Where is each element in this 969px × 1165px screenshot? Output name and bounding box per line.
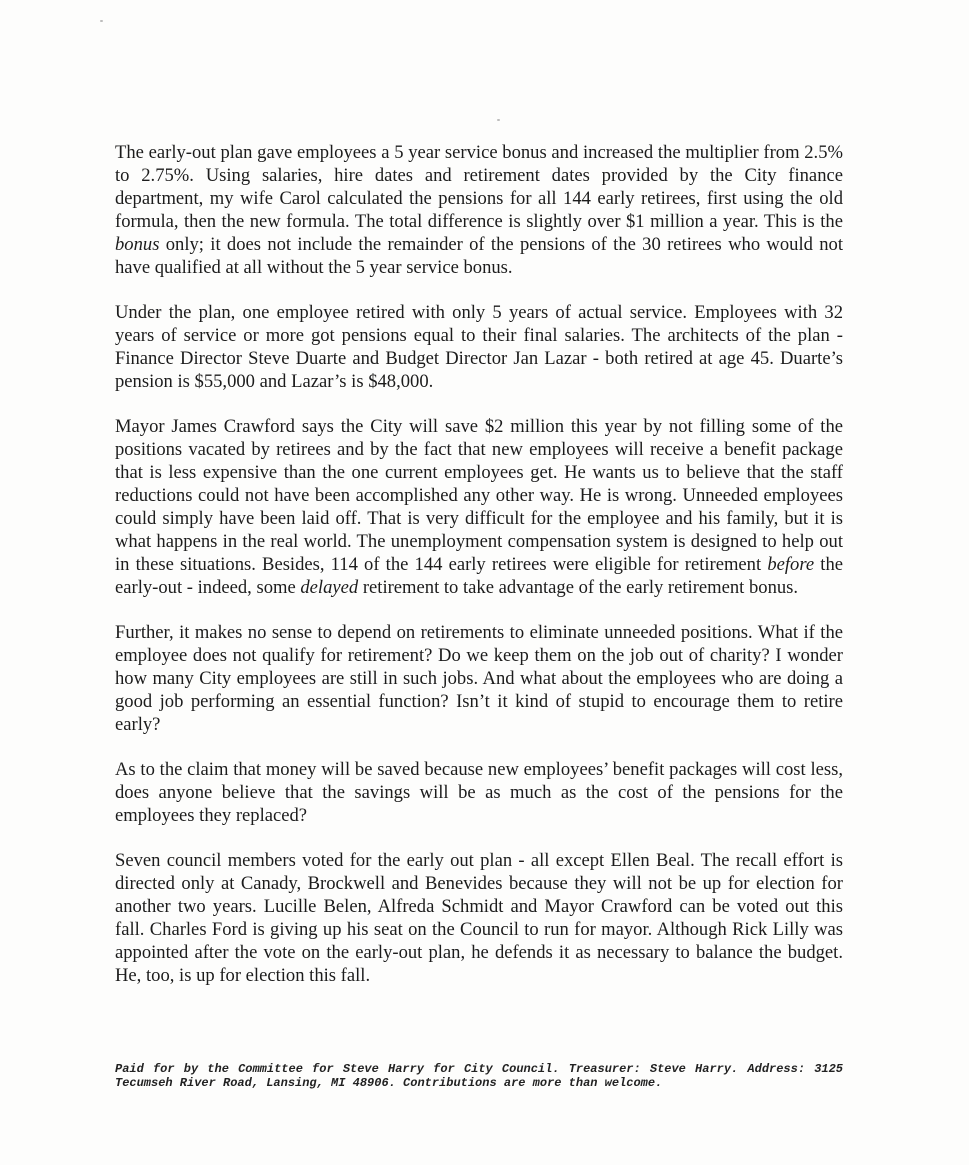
paragraph-text: Further, it makes no sense to depend on retirements to eliminate unneeded positions. What if the employee does not qualify for retirement? Do we keep them on the job out of charity? I wonder how many City employees are still in such jobs. And what about the employees who are doing a good job performing an essential function? Isn’t it kind of stupid to encourage them to retire early? — [115, 622, 843, 735]
paragraph-1 — [115, 141, 843, 279]
paragraph-text: only; it does not include the remainder of the pensions of the 30 retirees who would not have qualified at all without the 5 year service bonus. — [115, 234, 843, 278]
paragraph-2 — [115, 301, 843, 393]
paragraph-6 — [115, 849, 843, 987]
paragraph-text: The early-out plan gave employees a 5 year service bonus and increased the multiplier from 2.5% to 2.75%. Using salaries, hire dates and retirement dates provided by the City finance department, my wife Carol calculated the pensions for all 144 early retirees, first using the old formula, then the new formula. The total difference is slightly over $1 million a year. This is the — [115, 142, 843, 232]
paragraph-text: Under the plan, one employee retired with only 5 years of actual service. Employees with 32 years of service or more got pensions equal to their final salaries. The architects of the plan - Finance Director Steve Duarte and Budget Director Jan Lazar - both retired at age 45. Duarte’s pension is $55,000 and Lazar’s is $48,000. — [115, 302, 843, 392]
emphasis-text: delayed — [300, 577, 359, 598]
paragraph-text: retirement to take advantage of the early retirement bonus. — [358, 577, 799, 598]
paragraph-text: As to the claim that money will be saved because new employees’ benefit packages will cost less, does anyone believe that the savings will be as much as the cost of the pensions for the employees they replaced? — [115, 759, 843, 826]
paragraph-text: the early-out - indeed, some — [115, 554, 843, 598]
emphasis-text: bonus — [115, 234, 160, 255]
scan-speck — [100, 20, 103, 22]
emphasis-text: before — [767, 554, 815, 575]
scan-speck — [497, 119, 500, 121]
paragraph-3 — [115, 415, 843, 599]
paid-for-by-disclaimer: Paid for by the Committee for Steve Harry for City Council. Treasurer: Steve Harry. Address: 3125 Tecumseh River Road, Lansing, MI 48906. Contributions are more than welcome. — [115, 1062, 843, 1090]
paragraph-text: Mayor James Crawford says the City will save $2 million this year by not filling some of the positions vacated by retirees and by the fact that new employees will receive a benefit package that is less expensive than the one current employees get. He wants us to believe that the staff reductions could not have been accomplished any other way. He is wrong. Unneeded employees could simply have been laid off. That is very difficult for the employee and his family, but it is what happens in the real world. The unemployment compensation system is designed to help out in these situations. Besides, 114 of the 144 early retirees were eligible for retirement — [115, 416, 843, 575]
paragraph-4 — [115, 621, 843, 736]
paragraph-5 — [115, 758, 843, 827]
paragraph-text: Seven council members voted for the early out plan - all except Ellen Beal. The recall effort is directed only at Canady, Brockwell and Benevides because they will not be up for election for another two years. Lucille Belen, Alfreda Schmidt and Mayor Crawford can be voted out this fall. Charles Ford is giving up his seat on the Council to run for mayor. Although Rick Lilly was appointed after the vote on the early-out plan, he defends it as necessary to balance the budget. He, too, is up for election this fall. — [115, 850, 843, 986]
letter-body — [115, 141, 843, 987]
